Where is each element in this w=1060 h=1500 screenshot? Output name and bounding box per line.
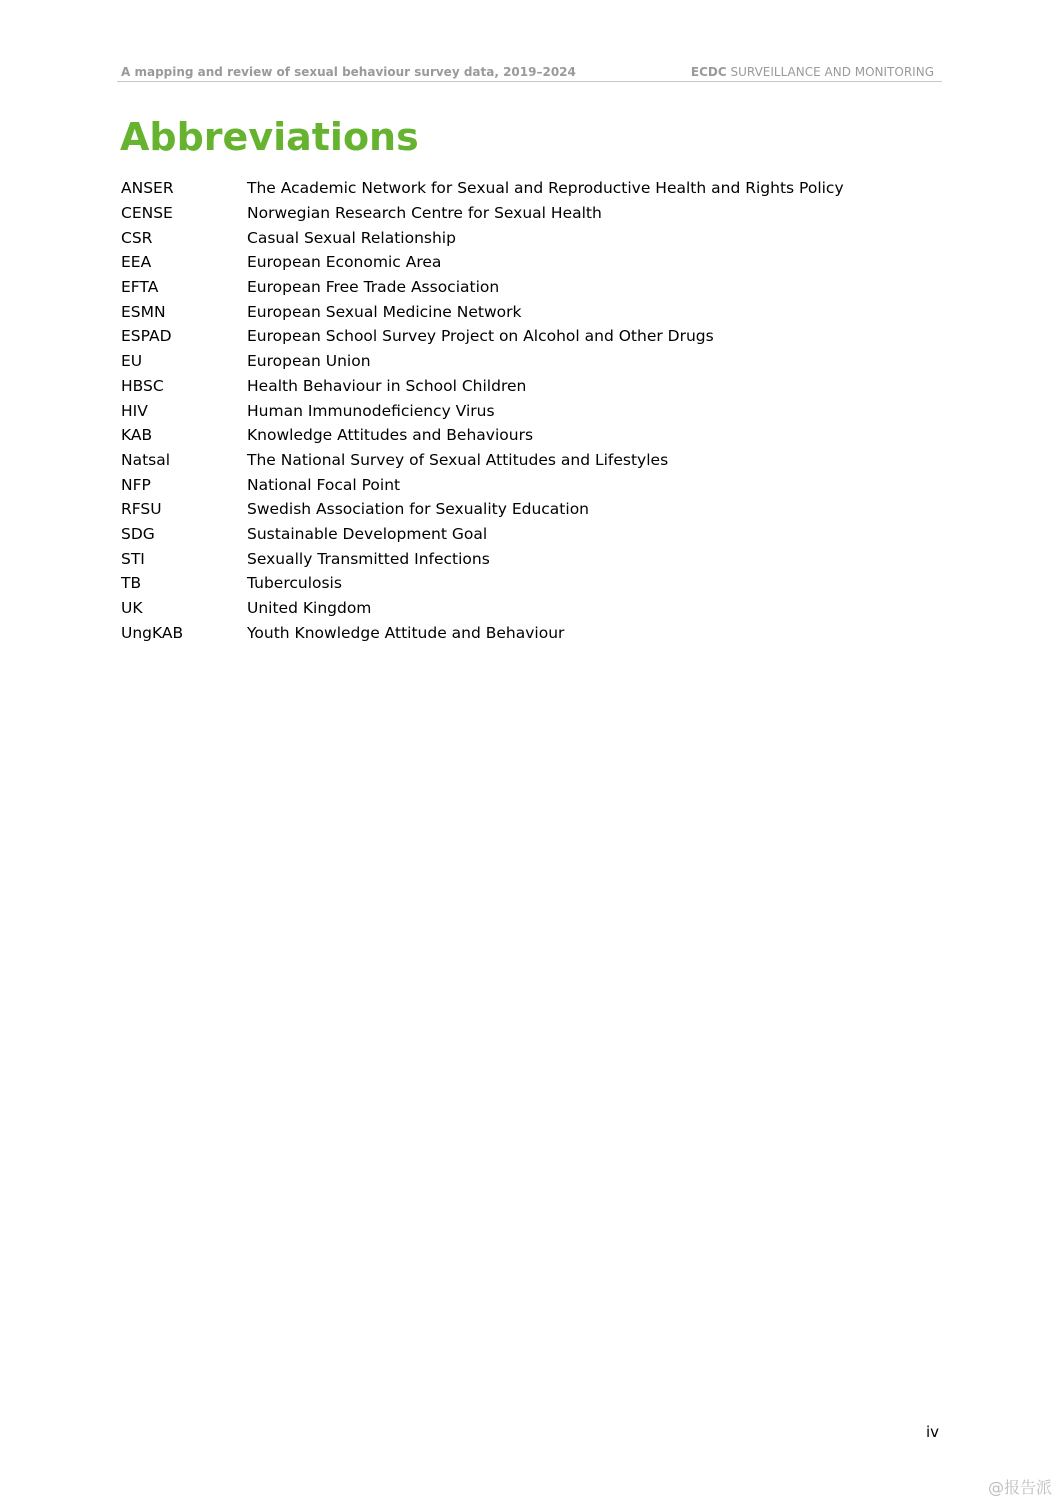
abbreviation-row bbox=[121, 201, 921, 226]
abbreviation-row bbox=[121, 497, 921, 522]
page-header bbox=[117, 64, 942, 82]
abbreviation-definition: European Free Trade Association bbox=[247, 278, 500, 297]
abbreviation-term: EEA bbox=[121, 253, 152, 272]
abbreviation-definition: Sexually Transmitted Infections bbox=[247, 549, 490, 568]
abbreviation-term: SDG bbox=[121, 524, 155, 543]
abbreviation-definition: Tuberculosis bbox=[247, 574, 342, 593]
abbreviation-row bbox=[121, 571, 921, 596]
abbreviation-term: CSR bbox=[121, 228, 153, 247]
header-report-title: A mapping and review of sexual behaviour survey data, 2019–2024 bbox=[121, 65, 576, 79]
abbreviation-term: ESMN bbox=[121, 302, 166, 321]
abbreviation-definition: National Focal Point bbox=[247, 475, 401, 494]
abbreviation-row bbox=[121, 620, 921, 645]
abbreviation-term: NFP bbox=[121, 475, 151, 494]
abbreviation-row bbox=[121, 250, 921, 275]
abbreviation-row bbox=[121, 176, 921, 201]
abbreviation-row bbox=[121, 546, 921, 571]
abbreviation-row bbox=[121, 374, 921, 399]
abbreviation-row bbox=[121, 472, 921, 497]
abbreviation-definition: Sustainable Development Goal bbox=[247, 524, 488, 543]
abbreviation-definition: United Kingdom bbox=[247, 599, 372, 618]
page-title: Abbreviations bbox=[120, 115, 419, 159]
abbreviation-term: STI bbox=[121, 549, 145, 568]
abbreviation-definition: The Academic Network for Sexual and Reproductive Health and Rights Policy bbox=[247, 179, 844, 198]
abbreviation-term: KAB bbox=[121, 426, 153, 445]
abbreviation-row bbox=[121, 596, 921, 621]
abbreviation-definition: Health Behaviour in School Children bbox=[247, 376, 527, 395]
abbreviation-row bbox=[121, 423, 921, 448]
abbreviation-definition: Norwegian Research Centre for Sexual Health bbox=[247, 204, 602, 223]
abbreviation-row bbox=[121, 275, 921, 300]
header-series-name: SURVEILLANCE AND MONITORING bbox=[726, 65, 934, 79]
abbreviation-row bbox=[121, 299, 921, 324]
abbreviations-list bbox=[121, 176, 921, 645]
abbreviation-definition: European Economic Area bbox=[247, 253, 442, 272]
abbreviation-term: EFTA bbox=[121, 278, 159, 297]
abbreviation-definition: Swedish Association for Sexuality Education bbox=[247, 500, 589, 519]
abbreviation-row bbox=[121, 398, 921, 423]
page-number: iv bbox=[925, 1423, 939, 1441]
abbreviation-term: HIV bbox=[121, 401, 148, 420]
abbreviation-definition: Youth Knowledge Attitude and Behaviour bbox=[247, 623, 565, 642]
abbreviation-term: ESPAD bbox=[121, 327, 172, 346]
abbreviation-definition: European School Survey Project on Alcohol and Other Drugs bbox=[247, 327, 714, 346]
abbreviation-term: UngKAB bbox=[121, 623, 184, 642]
abbreviation-term: RFSU bbox=[121, 500, 162, 519]
abbreviation-definition: European Sexual Medicine Network bbox=[247, 302, 522, 321]
abbreviation-term: TB bbox=[121, 574, 142, 593]
header-org-name: ECDC bbox=[690, 65, 727, 79]
watermark: @报告派 bbox=[987, 1478, 1052, 1497]
abbreviation-definition: Human Immunodeficiency Virus bbox=[247, 401, 495, 420]
header-series-label bbox=[691, 65, 934, 79]
abbreviation-definition: Knowledge Attitudes and Behaviours bbox=[247, 426, 534, 445]
abbreviation-row bbox=[121, 522, 921, 547]
abbreviation-definition: Casual Sexual Relationship bbox=[247, 228, 456, 247]
abbreviation-definition: European Union bbox=[247, 352, 371, 371]
abbreviation-term: EU bbox=[121, 352, 143, 371]
abbreviation-row bbox=[121, 225, 921, 250]
abbreviation-term: UK bbox=[121, 599, 143, 618]
abbreviation-term: Natsal bbox=[121, 450, 171, 469]
abbreviation-row bbox=[121, 349, 921, 374]
abbreviation-row bbox=[121, 448, 921, 473]
abbreviation-definition: The National Survey of Sexual Attitudes and Lifestyles bbox=[247, 450, 669, 469]
abbreviation-term: CENSE bbox=[121, 204, 173, 223]
abbreviation-term: HBSC bbox=[121, 376, 164, 395]
abbreviation-row bbox=[121, 324, 921, 349]
abbreviation-term: ANSER bbox=[121, 179, 174, 198]
